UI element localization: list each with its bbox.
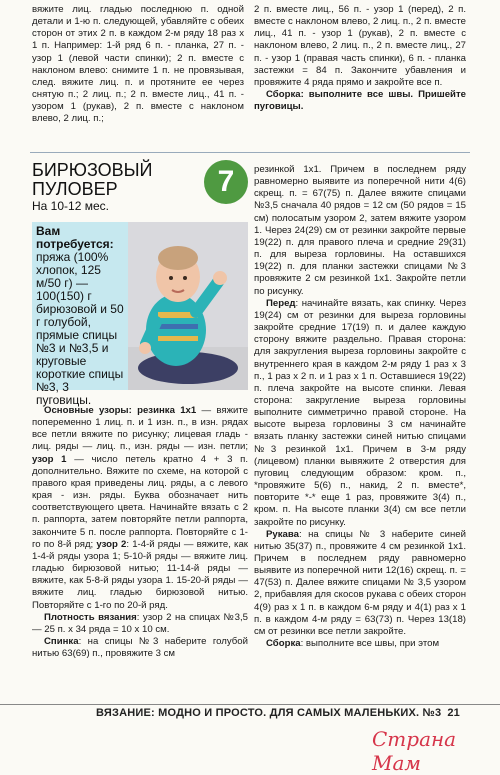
baby-photo bbox=[128, 222, 248, 390]
pattern-title: БИРЮЗОВЫЙ ПУЛОВЕР bbox=[32, 160, 153, 199]
site-watermark: Страна Мам bbox=[372, 727, 457, 775]
pattern-size: На 10-12 мес. bbox=[32, 199, 109, 213]
paragraph-text: : на спицы № 3 наберите синей нитью 35(37) п., провяжите 4 см резинкой 1х1. Причем в последнем ряду равномерно выявите из поперечной нити 12(16) скрещ. п. = 47(53) п. Далее вяжите спицами № 3,5 узором 2, прибавляя для скосов рукава с обеих сторон 4(9) раз х 1 п. в каждом 6-м ряду и 4(1) раз х 1 п. в каждом 4-м ряду = 63(73) п. Через 13(18) см от резинки все петли закройте. bbox=[254, 528, 466, 637]
paragraph-text: резинкой 1х1. Причем в последнем ряду равномерно выявите из поперечной нити 4(6) скрещ. п. = 67(75) п. Далее вяжите спицами №3,5 сначала 40 рядов = 12 см (50 рядов = 15 см) полосатым узором 2, затем вяжите узором 1. Через 24(29) см от резинки закройте первые 19(22) п. для правого плеча и средние 29(31) п. для выреза горловины. На оставшихся 19(22) п. для планки застежки спицами №3 провяжите 2 см резинкой 1х1. Закройте петли по рисунку. bbox=[254, 164, 466, 297]
paragraph bbox=[254, 164, 466, 298]
assembly-text: Сборка: выполните все швы. Пришейте пуговицы. bbox=[254, 89, 466, 113]
paragraph-text: — вяжите попеременно 1 лиц. п. и 1 изн. п., в изн. рядах все петли вяжите по рисунку; лицевая гладь - лиц. ряды — лиц. п., изн. ряды — изн. петли; bbox=[32, 405, 248, 453]
footer-divider bbox=[0, 704, 500, 705]
paragraph-text: : начинайте вязать, как спинку. Через 19(24) см от резинки для выреза горловины закройте средние 17(19) п. и далее каждую сторону вяжите раздельно. Правая сторона: для закругления выреза горловины закройте с внутреннего края в каждом 2-м ряду 1 раз х 3 п., 1 раз х 2 п. и 1 раз х 1 п. Оставшиеся 19(22) п. плеча закройте на высоте спинки. Левая сторона: закругление выреза горловины выполните симметрично правой стороне. На высоте выреза горловины 3 см начинайте вязать планку застежки синей нитью спицами №3 резинкой 1х1. Причем в 3-м ряду (лицевом) планки вывяжите 2 отверстия для пуговиц следующим образом: кром. п., *провяжите 5(6) п., накид, 2 п. вместе*, повторите *-* еще 1 раз, провяжите 3(4) п., кром. п. На высоте планки 3(4) см все петли закройте по рисунку. bbox=[254, 297, 466, 528]
bold-term: Основные узоры: резинка 1х1 bbox=[44, 405, 197, 416]
paragraph bbox=[254, 298, 466, 529]
section-divider bbox=[30, 152, 470, 153]
paragraph-text: : на спицы №3 наберите голубой нитью 63(69) п., провяжите 3 см bbox=[32, 635, 248, 660]
paragraph-text: : выполните все швы, при этом bbox=[300, 638, 440, 650]
magazine-title: ВЯЗАНИЕ: МОДНО И ПРОСТО. ДЛЯ САМЫХ МАЛЕНЬКИХ. №3 bbox=[96, 707, 442, 719]
right-column-text bbox=[254, 164, 466, 650]
paragraph: 2 п. вместе лиц., 56 п. - узор 1 (перед), 2 п. вместе с наклоном влево, 2 лиц. п., 2 п. вместе лиц., 41 п. - узор 1 (рукав), 2 п. вместе с наклоном влево, 2 лиц. п., 2 п. вместе лиц., 27 п. - узор 1 (правая часть спинки), 6 п. - планка застежки = 84 п. Закончите убавления и провяжите 4 ряда прямо и закройте все п. bbox=[254, 4, 466, 88]
bold-term: Плотность вязания bbox=[44, 611, 137, 623]
bold-term: Перед bbox=[266, 297, 296, 309]
top-left-text bbox=[32, 4, 244, 126]
materials-heading: Вам потребуется: bbox=[36, 224, 114, 251]
materials-box bbox=[32, 222, 128, 407]
paragraph bbox=[32, 636, 248, 660]
baby-in-sweater-illustration bbox=[128, 222, 248, 390]
paragraph bbox=[254, 529, 466, 638]
pattern-number-badge: 7 bbox=[204, 160, 248, 204]
materials-list: пряжа (100% хлопок, 125 м/50 г) — 100(150) г бирюзовой и 50 г голубой, прямые спицы №3 и №3,5 и круговые короткие спицы №3, 3 пуговицы. bbox=[36, 250, 124, 407]
paragraph bbox=[32, 612, 248, 636]
top-right-text bbox=[254, 4, 466, 113]
paragraph bbox=[254, 89, 466, 113]
bold-term: узор 2 bbox=[96, 538, 127, 550]
paragraph-text: : 1-4-й ряды — вяжите, как 1-4-й ряды узора 1; 5-10-й ряды — вяжите лиц. гладью бирюзовой нитью; 11-14-й ряды — вяжите, как 5-8-й ряды узора 1. 15-20-й ряды — вяжите лиц. гладью бирюзовой нитью. Повторяйте с 1-го по 20-й ряд. bbox=[32, 538, 248, 611]
page-footer bbox=[96, 707, 460, 719]
bold-term: узор 1 bbox=[32, 453, 67, 465]
paragraph bbox=[32, 405, 248, 612]
paragraph: вяжите лиц. гладью последнюю п. одной детали и 1-ю п. следующей, убавляйте с обеих сторон от этих 2 п. в каждом 2-м ряду 18 раз х 1 п. Например: 1-й ряд 6 п. - планка, 27 п. - узор 1 (левой части спинки); 2 п. вместе с наклоном влево: снимите 1 п. не провязывая, след. вяжите лиц. п. и протяните ее через снятую п.; 2 лиц. п.; 2 п. вместе лиц., 41 п. - узором 1 (рукав), 2 п. вместе с наклоном влево, 2 лиц. п.; bbox=[32, 4, 244, 125]
paragraph-text: : узор 2 на спицах №3,5 — 25 п. х 34 ряда = 10 х 10 см. bbox=[32, 611, 248, 635]
left-column-text bbox=[32, 405, 248, 660]
bold-term: Сборка bbox=[266, 638, 301, 650]
paragraph-text: — число петель кратно 4 + 3 п. дополнительно. Вяжите по схеме, на которой с правого края приведены лиц. ряды, а с левого края - изн. ряды. Буква обозначает нить соответствующего цвета. Начинайте вязать с 2 п. раппорта, затем повторяйте петли раппорта, закончите 5 п. после раппорта. Повторяйте с 1-го по 8-й ряд; bbox=[32, 453, 248, 550]
bold-term: Рукава bbox=[266, 528, 299, 540]
bold-term: Спинка bbox=[44, 635, 79, 647]
page-number: 21 bbox=[447, 707, 460, 719]
paragraph bbox=[254, 638, 466, 650]
